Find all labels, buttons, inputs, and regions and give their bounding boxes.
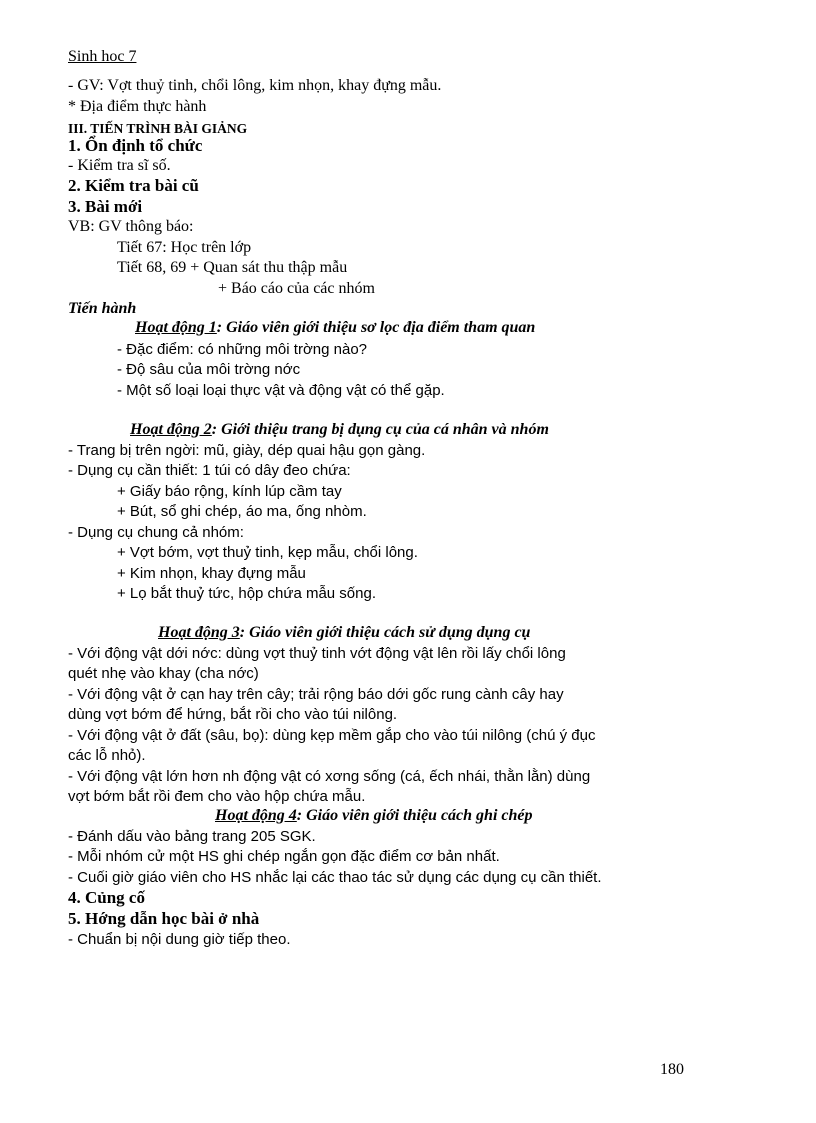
activity-3-line: quét nhẹ vào khay (cha nớc) — [68, 665, 259, 682]
activity-2-heading — [130, 420, 549, 440]
activity-1-heading — [135, 318, 535, 338]
activity-4-label: Hoạt động 4 — [215, 807, 297, 824]
activity-2-line: - Dụng cụ cần thiết: 1 túi có dây đeo chứa: — [68, 462, 351, 479]
lesson-68-69: Tiết 68, 69 + Quan sát thu thập mẫu — [117, 259, 348, 276]
step2-title: 2. Kiểm tra bài cũ — [68, 176, 199, 195]
activity-3-label: Hoạt động 3 — [158, 624, 240, 641]
section-title: III. TIẾN TRÌNH BÀI GIẢNG — [68, 121, 248, 136]
proceed-heading: Tiến hành — [68, 300, 137, 317]
subject-header: Sinh hoc 7 — [68, 48, 137, 65]
activity-3-line: - Với động vật ở cạn hay trên cây; trải rộng báo dới gốc rung cành cây hay — [68, 686, 564, 703]
activity-3-heading — [158, 623, 530, 643]
step5-line: - Chuẩn bị nội dung giờ tiếp theo. — [68, 931, 291, 948]
lesson-68-69-b: + Báo cáo của các nhóm — [218, 280, 375, 297]
activity-3-line: các lỗ nhỏ). — [68, 747, 146, 764]
activity-3-line: - Với động vật lớn hơn nh động vật có xơng sống (cá, ếch nhái, thằn lằn) dùng — [68, 768, 591, 785]
activity-1-item: - Độ sâu của môi trờng nớc — [117, 361, 301, 378]
page-number: 180 — [660, 1061, 684, 1078]
activity-4-line: - Đánh dấu vào bảng trang 205 SGK. — [68, 828, 316, 845]
activity-3-title: : Giáo viên giới thiệu cách sử dụng dụng cụ — [239, 624, 531, 641]
step5-title: 5. Hớng dẫn học bài ở nhà — [68, 909, 260, 928]
step4-title: 4. Củng cố — [68, 888, 145, 907]
activity-2-title: : Giới thiệu trang bị dụng cụ của cá nhân và nhóm — [211, 421, 549, 438]
activity-2-line: - Dụng cụ chung cả nhóm: — [68, 524, 244, 541]
activity-2-line: + Bút, sổ ghi chép, áo ma, ống nhòm. — [117, 503, 367, 520]
activity-4-heading — [215, 806, 532, 826]
activity-3-line: dùng vợt bớm để hứng, bắt rồi cho vào túi nilông. — [68, 706, 398, 723]
step3-title: 3. Bài mới — [68, 197, 143, 216]
step1-line: - Kiểm tra sĩ số. — [68, 157, 171, 174]
activity-2-line: + Giấy báo rộng, kính lúp cầm tay — [117, 483, 342, 500]
activity-2-line: - Trang bị trên ngời: mũ, giày, dép quai hậu gọn gàng. — [68, 442, 426, 459]
activity-2-line: + Vợt bớm, vợt thuỷ tinh, kẹp mẫu, chổi lông. — [117, 544, 418, 561]
activity-1-item: - Một số loại loại thực vật và động vật có thể gặp. — [117, 382, 445, 399]
activity-2-line: + Kim nhọn, khay đựng mẫu — [117, 565, 306, 582]
activity-1-label: Hoạt động 1 — [135, 319, 217, 336]
activity-1-item: - Đặc điểm: có những môi trờng nào? — [117, 341, 367, 358]
activity-4-title: : Giáo viên giới thiệu cách ghi chép — [296, 807, 533, 824]
location-line: * Địa điểm thực hành — [68, 98, 207, 115]
activity-3-line: vợt bớm bắt rồi đem cho vào hộp chứa mẫu. — [68, 788, 366, 805]
step1-title: 1. Ổn định tổ chức — [68, 136, 203, 155]
lesson-67: Tiết 67: Học trên lớp — [117, 239, 252, 256]
materials-line: - GV: Vợt thuỷ tinh, chổi lông, kim nhọn, khay đựng mẫu. — [68, 77, 442, 94]
activity-3-line: - Với động vật dới nớc: dùng vợt thuỷ tinh vớt động vật lên rồi lấy chổi lông — [68, 645, 566, 662]
activity-4-line: - Mỗi nhóm cử một HS ghi chép ngắn gọn đặc điểm cơ bản nhất. — [68, 848, 500, 865]
activity-2-line: + Lọ bắt thuỷ tức, hộp chứa mẫu sống. — [117, 585, 376, 602]
step3-intro: VB: GV thông báo: — [68, 218, 194, 235]
activity-4-line: - Cuối giờ giáo viên cho HS nhắc lại các thao tác sử dụng các dụng cụ cần thiết. — [68, 869, 602, 886]
activity-1-title: : Giáo viên giới thiệu sơ lọc địa điểm tham quan — [216, 319, 536, 336]
activity-2-label: Hoạt động 2 — [130, 421, 212, 438]
activity-3-line: - Với động vật ở đất (sâu, bọ): dùng kẹp mềm gắp cho vào túi nilông (chú ý đục — [68, 727, 596, 744]
